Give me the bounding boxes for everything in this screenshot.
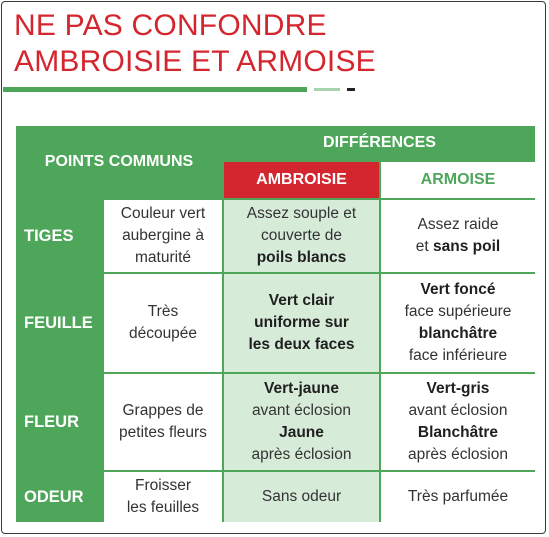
cell-line: Très bbox=[147, 303, 179, 320]
cell-line: avant éclosion bbox=[408, 402, 508, 419]
cell-line: Grappes de bbox=[122, 402, 204, 419]
ambroisie-cell-odeur bbox=[224, 472, 379, 522]
bold-text: les deux faces bbox=[248, 336, 355, 353]
cell-line: Assez souple et bbox=[246, 205, 357, 222]
cell-line: Sans odeur bbox=[261, 488, 342, 505]
bold-text: Jaune bbox=[279, 424, 324, 441]
bold-text: Vert foncé bbox=[420, 281, 496, 298]
points-communs-header-text: POINTS COMMUNS bbox=[44, 153, 194, 170]
armoise-cell-odeur bbox=[381, 472, 535, 522]
bold-text: Vert clair bbox=[268, 292, 335, 309]
points-communs-header bbox=[16, 126, 222, 198]
bold-text: Vert-jaune bbox=[264, 380, 339, 397]
cell-line-bold bbox=[247, 247, 356, 269]
title-underline-dark bbox=[347, 88, 355, 91]
comparison-table bbox=[16, 126, 535, 522]
title-underline-green bbox=[3, 87, 307, 92]
common-cell-tiges bbox=[104, 200, 222, 272]
common-cell-feuille bbox=[104, 274, 222, 372]
bold-text: blanchâtre bbox=[418, 325, 498, 342]
cell-line-mixed bbox=[416, 236, 500, 258]
cell-line: Très parfumée bbox=[407, 488, 509, 505]
inline-text: et bbox=[415, 238, 434, 255]
cell-line: aubergine à bbox=[122, 227, 204, 244]
bold-text: Blanchâtre bbox=[417, 424, 499, 441]
row-label-fleur bbox=[16, 374, 102, 470]
row-label-feuille bbox=[16, 274, 102, 372]
cell-line: petites fleurs bbox=[119, 424, 207, 441]
bold-text: sans poil bbox=[433, 238, 501, 255]
armoise-cell-fleur bbox=[381, 374, 535, 470]
cell-line: avant éclosion bbox=[251, 402, 352, 419]
cell-line: couverte de bbox=[261, 227, 342, 244]
cell-line: après éclosion bbox=[251, 446, 352, 463]
bold-text: poils blancs bbox=[256, 249, 347, 266]
cell-line: face supérieure bbox=[404, 303, 512, 320]
cell-line: Froisser bbox=[135, 477, 191, 494]
title-underline-light bbox=[314, 88, 340, 91]
cell-line: les feuilles bbox=[126, 499, 200, 516]
ambroisie-cell-tiges bbox=[224, 200, 379, 272]
cell-line: Assez raide bbox=[417, 216, 499, 233]
row-label-text: FEUILLE bbox=[24, 314, 93, 332]
armoise-header-text: ARMOISE bbox=[420, 171, 496, 188]
ambroisie-cell-fleur bbox=[224, 374, 379, 470]
cell-line: face inférieure bbox=[408, 347, 508, 364]
cell-line: après éclosion bbox=[408, 446, 508, 463]
page-title bbox=[14, 8, 376, 80]
differences-header bbox=[224, 126, 535, 160]
armoise-cell-tiges bbox=[381, 200, 535, 272]
differences-header-text: DIFFÉRENCES bbox=[323, 134, 436, 151]
common-cell-odeur bbox=[104, 472, 222, 522]
row-label-text: ODEUR bbox=[24, 488, 84, 506]
row-label-odeur bbox=[16, 472, 102, 522]
cell-line: maturité bbox=[135, 249, 191, 266]
cell-line: Couleur vert bbox=[120, 205, 206, 222]
row-label-text: TIGES bbox=[24, 227, 74, 245]
title-line-2: AMBROISIE ET ARMOISE bbox=[14, 45, 376, 78]
row-label-tiges bbox=[16, 200, 102, 272]
armoise-cell-feuille bbox=[381, 274, 535, 372]
armoise-header bbox=[381, 162, 535, 198]
row-label-text: FLEUR bbox=[24, 413, 79, 431]
common-cell-fleur bbox=[104, 374, 222, 470]
title-line-1: NE PAS CONFONDRE bbox=[14, 9, 327, 42]
bold-text: uniforme sur bbox=[254, 314, 349, 331]
ambroisie-header-text: AMBROISIE bbox=[256, 171, 347, 188]
ambroisie-header bbox=[224, 162, 379, 198]
bold-text: Vert-gris bbox=[426, 380, 490, 397]
ambroisie-cell-feuille bbox=[224, 274, 379, 372]
cell-line: découpée bbox=[128, 325, 198, 342]
